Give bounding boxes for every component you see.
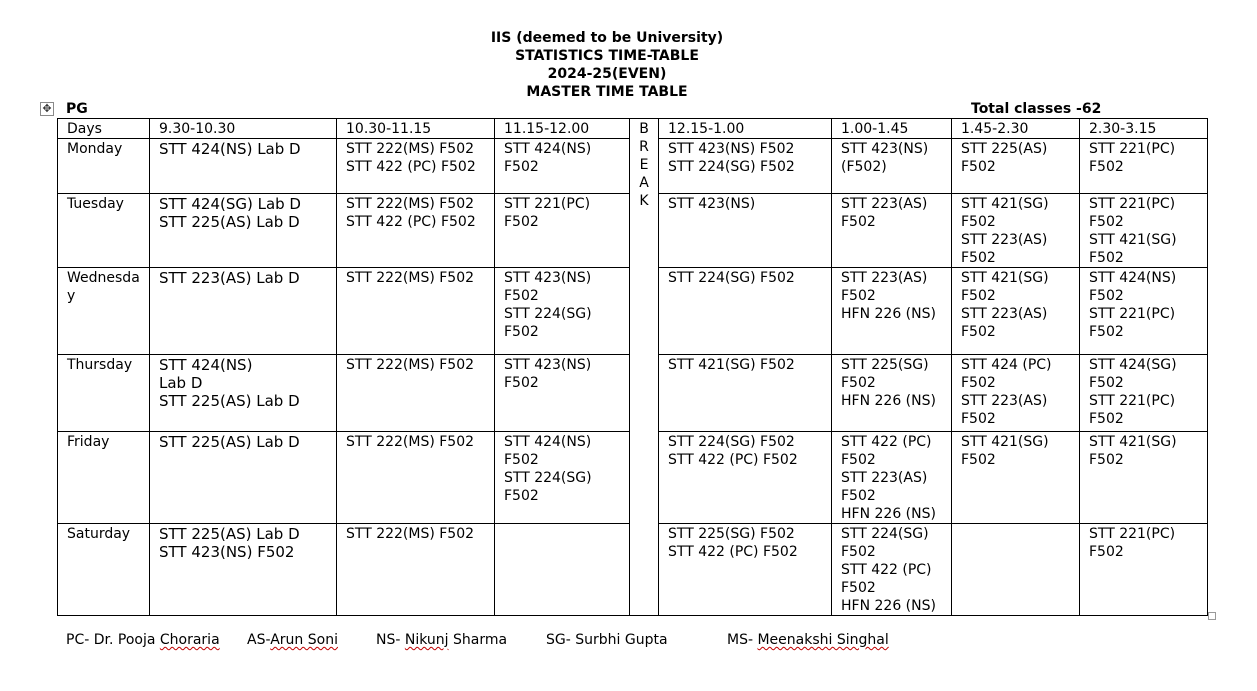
- cell-text: STT 421(SG) F502: [668, 357, 795, 373]
- cell-text: HFN 226 (NS): [841, 506, 936, 522]
- cell-text: F502: [961, 159, 996, 175]
- cell-text: STT 221(PC): [1089, 306, 1176, 322]
- cell-text: HFN 226 (NS): [841, 393, 936, 409]
- slot-cell-5: [832, 432, 952, 524]
- cell-text: STT 221(PC): [1089, 393, 1176, 409]
- cell-text: Lab D: [159, 374, 203, 392]
- slot-cell-6: [952, 268, 1080, 355]
- cell-text: STT 221(PC): [1089, 196, 1176, 212]
- cell-text: F502: [504, 452, 539, 468]
- cell-text: STT 222(MS) F502: [346, 270, 475, 286]
- break-letter: A: [639, 175, 649, 191]
- slot-cell-2: [337, 268, 495, 355]
- cell-text: STT 421(SG): [1089, 434, 1177, 450]
- cell-text: STT 424 (PC): [961, 357, 1052, 373]
- day-cell: [58, 139, 150, 194]
- header-days: Days: [58, 119, 150, 139]
- legend-sg: SG- Surbhi Gupta: [546, 632, 668, 648]
- cell-text: STT 223(AS): [841, 470, 928, 486]
- slot-cell-3: [495, 524, 630, 616]
- cell-text: F502: [841, 544, 876, 560]
- doc-title-session: 2024-25(EVEN): [547, 66, 667, 82]
- slot-cell-2: [337, 194, 495, 268]
- slot-cell-1: [150, 355, 337, 432]
- cell-text: STT 424(NS): [504, 141, 592, 157]
- legend-ms: MS- Meenakshi Singhal: [727, 632, 889, 648]
- break-letter: E: [639, 157, 649, 173]
- cell-text: (F502): [841, 159, 887, 175]
- cell-text: F502: [1089, 411, 1124, 427]
- cell-text: STT 224(SG): [504, 470, 592, 486]
- cell-text: F502: [961, 452, 996, 468]
- cell-text: F502: [1089, 250, 1124, 266]
- slot-cell-7: [1080, 194, 1208, 268]
- cell-text: STT 224(SG) F502: [668, 270, 795, 286]
- cell-text: STT 224(SG): [504, 306, 592, 322]
- cell-text: F502: [841, 375, 876, 391]
- cell-text: STT 422 (PC) F502: [346, 214, 476, 230]
- cell-text: STT 224(SG) F502: [668, 434, 795, 450]
- slot-cell-4: [659, 524, 832, 616]
- cell-text: STT 423(NS): [504, 357, 592, 373]
- table-resize-handle[interactable]: [1208, 612, 1216, 620]
- cell-text: STT 423(NS): [504, 270, 592, 286]
- cell-text: STT 225(AS) Lab D: [159, 213, 300, 231]
- slot-cell-6: [952, 194, 1080, 268]
- slot-cell-2: [337, 432, 495, 524]
- day-cell: [58, 194, 150, 268]
- cell-text: F502: [961, 324, 996, 340]
- cell-text: STT 224(SG) F502: [668, 159, 795, 175]
- cell-text: F502: [961, 375, 996, 391]
- break-letter: B: [639, 121, 649, 137]
- cell-text: F502: [504, 324, 539, 340]
- slot-cell-1: [150, 139, 337, 194]
- cell-text: STT 222(MS) F502: [346, 357, 475, 373]
- cell-text: HFN 226 (NS): [841, 306, 936, 322]
- cell-text: y: [67, 288, 76, 304]
- slot-cell-3: [495, 139, 630, 194]
- slot-cell-6: [952, 524, 1080, 616]
- cell-text: STT 222(MS) F502: [346, 434, 475, 450]
- cell-text: F502: [1089, 544, 1124, 560]
- slot-cell-4: [659, 432, 832, 524]
- program-label: PG: [66, 101, 88, 117]
- cell-text: STT 422 (PC) F502: [346, 159, 476, 175]
- slot-cell-1: [150, 194, 337, 268]
- cell-text: F502: [504, 288, 539, 304]
- cell-text: STT 225(SG) F502: [668, 526, 795, 542]
- cell-text: STT 423(NS): [668, 196, 756, 212]
- cell-text: F502: [1089, 375, 1124, 391]
- cell-text: F502: [841, 288, 876, 304]
- break-letter: R: [639, 139, 649, 155]
- cell-text: STT 421(SG): [961, 196, 1049, 212]
- break-letter: K: [639, 193, 649, 209]
- day-cell: [58, 524, 150, 616]
- cell-text: STT 423(NS) F502: [668, 141, 795, 157]
- cell-text: STT 223(AS) Lab D: [159, 269, 300, 287]
- slot-cell-4: [659, 355, 832, 432]
- cell-text: F502: [1089, 214, 1124, 230]
- cell-text: STT 422 (PC): [841, 434, 932, 450]
- table-header-row: [58, 119, 1208, 139]
- cell-text: STT 421(SG): [1089, 232, 1177, 248]
- cell-text: STT 225(AS) Lab D: [159, 525, 300, 543]
- cell-text: STT 225(AS): [961, 141, 1048, 157]
- cell-text: F502: [1089, 288, 1124, 304]
- cell-text: F502: [504, 159, 539, 175]
- cell-text: STT 423(NS): [841, 141, 929, 157]
- cell-text: Tuesday: [67, 196, 124, 212]
- slot-cell-7: [1080, 139, 1208, 194]
- cell-text: F502: [961, 250, 996, 266]
- cell-text: F502: [1089, 324, 1124, 340]
- cell-text: STT 223(AS): [961, 306, 1048, 322]
- cell-text: STT 222(MS) F502: [346, 526, 475, 542]
- cell-text: STT 422 (PC) F502: [668, 452, 798, 468]
- slot-cell-7: [1080, 432, 1208, 524]
- timetable: [57, 118, 1208, 616]
- cell-text: STT 223(AS): [841, 270, 928, 286]
- header-slot-2: 10.30-11.15: [337, 119, 495, 139]
- header-slot-7: 2.30-3.15: [1080, 119, 1208, 139]
- slot-cell-7: [1080, 355, 1208, 432]
- cell-text: F502: [961, 411, 996, 427]
- legend-pc: PC- Dr. Pooja Choraria: [66, 632, 220, 648]
- slot-cell-5: [832, 524, 952, 616]
- doc-title-department: STATISTICS TIME-TABLE: [515, 48, 699, 64]
- slot-cell-2: [337, 524, 495, 616]
- slot-cell-2: [337, 139, 495, 194]
- slot-cell-3: [495, 432, 630, 524]
- cell-text: STT 424(SG) Lab D: [159, 195, 301, 213]
- cell-text: STT 424(NS): [159, 356, 253, 374]
- cell-text: Thursday: [67, 357, 133, 373]
- cell-text: Friday: [67, 434, 110, 450]
- cell-text: STT 423(NS) F502: [159, 543, 295, 561]
- cell-text: STT 225(SG): [841, 357, 929, 373]
- slot-cell-4: [659, 139, 832, 194]
- slot-cell-5: [832, 139, 952, 194]
- cell-text: F502: [841, 452, 876, 468]
- slot-cell-2: [337, 355, 495, 432]
- cell-text: STT 223(AS): [961, 232, 1048, 248]
- cell-text: Monday: [67, 141, 123, 157]
- slot-cell-5: [832, 355, 952, 432]
- cell-text: Saturday: [67, 526, 131, 542]
- table-move-handle-icon[interactable]: ✥: [40, 102, 54, 116]
- cell-text: STT 222(MS) F502: [346, 141, 475, 157]
- slot-cell-4: [659, 268, 832, 355]
- day-cell: [58, 432, 150, 524]
- cell-text: STT 225(AS) Lab D: [159, 433, 300, 451]
- cell-text: HFN 226 (NS): [841, 598, 936, 614]
- cell-text: STT 424(NS): [1089, 270, 1177, 286]
- cell-text: STT 225(AS) Lab D: [159, 392, 300, 410]
- cell-text: STT 424(NS): [504, 434, 592, 450]
- slot-cell-5: [832, 268, 952, 355]
- cell-text: F502: [841, 214, 876, 230]
- total-classes-label: Total classes -62: [971, 101, 1102, 117]
- slot-cell-3: [495, 355, 630, 432]
- cell-text: F502: [1089, 452, 1124, 468]
- legend-as: AS-Arun Soni: [247, 632, 338, 648]
- cell-text: STT 224(SG): [841, 526, 929, 542]
- cell-text: STT 221(PC): [504, 196, 591, 212]
- legend-ns: NS- Nikunj Sharma: [376, 632, 508, 648]
- header-slot-4: 12.15-1.00: [659, 119, 832, 139]
- slot-cell-1: [150, 524, 337, 616]
- slot-cell-4: [659, 194, 832, 268]
- cell-text: STT 222(MS) F502: [346, 196, 475, 212]
- cell-text: F502: [504, 214, 539, 230]
- cell-text: F502: [504, 488, 539, 504]
- header-slot-3: 11.15-12.00: [495, 119, 630, 139]
- doc-title-master: MASTER TIME TABLE: [526, 84, 688, 100]
- slot-cell-6: [952, 355, 1080, 432]
- slot-cell-6: [952, 139, 1080, 194]
- cell-text: STT 223(AS): [961, 393, 1048, 409]
- slot-cell-1: [150, 268, 337, 355]
- slot-cell-7: [1080, 268, 1208, 355]
- cell-text: STT 221(PC): [1089, 141, 1176, 157]
- cell-text: F502: [961, 214, 996, 230]
- header-slot-6: 1.45-2.30: [952, 119, 1080, 139]
- cell-text: STT 221(PC): [1089, 526, 1176, 542]
- cell-text: F502: [504, 375, 539, 391]
- cell-text: F502: [961, 288, 996, 304]
- cell-text: F502: [1089, 159, 1124, 175]
- day-cell: [58, 355, 150, 432]
- header-slot-1: 9.30-10.30: [150, 119, 337, 139]
- break-column: [630, 119, 659, 616]
- slot-cell-6: [952, 432, 1080, 524]
- cell-text: STT 422 (PC) F502: [668, 544, 798, 560]
- cell-text: Wednesda: [67, 270, 140, 286]
- cell-text: STT 424(SG): [1089, 357, 1177, 373]
- header-slot-5: 1.00-1.45: [832, 119, 952, 139]
- cell-text: F502: [841, 488, 876, 504]
- cell-text: F502: [841, 580, 876, 596]
- slot-cell-3: [495, 268, 630, 355]
- doc-title-institution: IIS (deemed to be University): [490, 30, 724, 46]
- cell-text: STT 421(SG): [961, 270, 1049, 286]
- cell-text: STT 422 (PC): [841, 562, 932, 578]
- slot-cell-3: [495, 194, 630, 268]
- day-cell: [58, 268, 150, 355]
- slot-cell-5: [832, 194, 952, 268]
- cell-text: STT 223(AS): [841, 196, 928, 212]
- cell-text: STT 424(NS) Lab D: [159, 140, 301, 158]
- slot-cell-7: [1080, 524, 1208, 616]
- slot-cell-1: [150, 432, 337, 524]
- cell-text: STT 421(SG): [961, 434, 1049, 450]
